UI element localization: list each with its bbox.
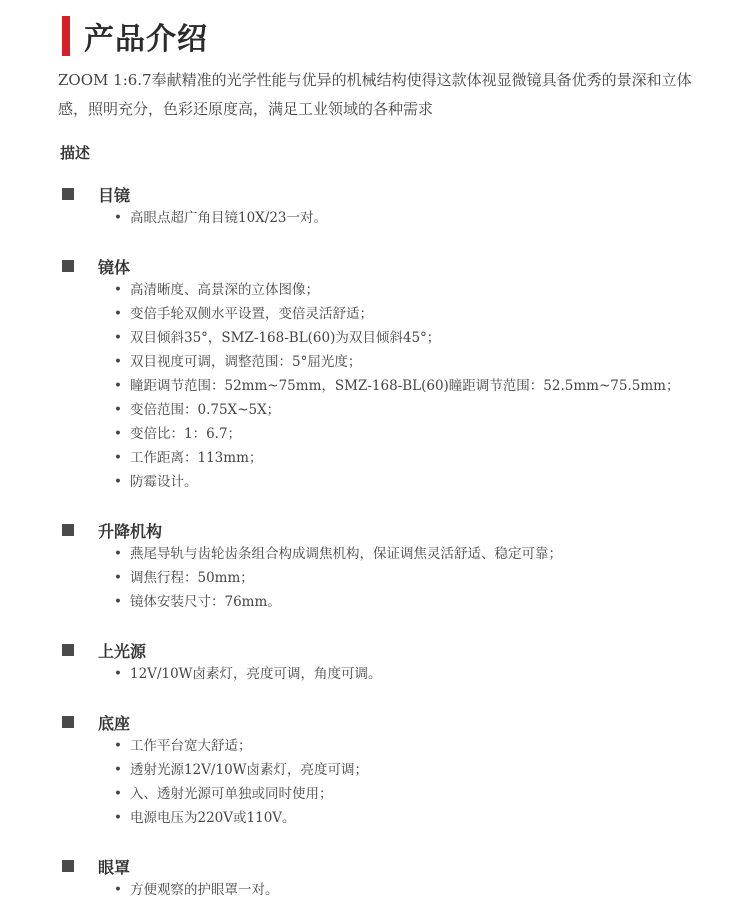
- spec-list: [62, 734, 368, 830]
- spec-item-text: 电源电压为220V或110V。: [130, 810, 296, 826]
- bullet-dot-icon: •: [114, 882, 122, 898]
- spec-item-text: 方便观察的护眼罩一对。: [130, 882, 279, 898]
- spec-item: [62, 878, 279, 902]
- page-title: 产品介绍: [84, 22, 208, 57]
- spec-item: [62, 806, 368, 830]
- spec-item: [62, 470, 679, 494]
- spec-item-text: 防霉设计。: [130, 474, 198, 490]
- spec-list: [62, 662, 382, 686]
- bullet-dot-icon: •: [114, 450, 122, 466]
- spec-section: [62, 638, 382, 686]
- spec-item-text: 工作距离：113mm；: [130, 450, 263, 466]
- bullet-dot-icon: •: [114, 762, 122, 778]
- spec-item: [62, 566, 562, 590]
- bullet-dot-icon: •: [114, 210, 122, 226]
- bullet-dot-icon: •: [114, 738, 122, 754]
- spec-item: [62, 590, 562, 614]
- section-header: [62, 854, 279, 878]
- spec-section: [62, 710, 368, 830]
- bullet-dot-icon: •: [114, 546, 122, 562]
- spec-item-text: 透射光源12V/10W卤素灯，亮度可调；: [130, 762, 369, 778]
- section-title: 升降机构: [98, 521, 163, 541]
- spec-list: [62, 206, 327, 230]
- square-bullet-icon: [62, 260, 74, 272]
- section-title: 目镜: [98, 185, 131, 205]
- square-bullet-icon: [62, 860, 74, 872]
- bullet-dot-icon: •: [114, 378, 122, 394]
- spec-item: [62, 446, 679, 470]
- section-header: [62, 710, 368, 734]
- spec-list: [62, 878, 279, 902]
- description-heading: 描述: [60, 144, 91, 162]
- spec-item-text: 变倍范围：0.75X~5X；: [130, 402, 281, 418]
- section-title: 底座: [98, 713, 131, 733]
- section-title: 上光源: [98, 641, 147, 661]
- spec-item-text: 12V/10W卤素灯，亮度可调，角度可调。: [130, 666, 382, 682]
- spec-item-text: 双目视度可调，调整范围：5°屈光度；: [130, 354, 362, 370]
- square-bullet-icon: [62, 524, 74, 536]
- title-accent-bar: [62, 16, 70, 56]
- spec-section: [62, 182, 327, 230]
- section-header: [62, 182, 327, 206]
- spec-item: [62, 278, 679, 302]
- bullet-dot-icon: •: [114, 594, 122, 610]
- section-header: [62, 638, 382, 662]
- spec-item: [62, 326, 679, 350]
- spec-item-text: 入、透射光源可单独或同时使用；: [130, 786, 333, 802]
- spec-item: [62, 782, 368, 806]
- spec-item-text: 工作平台宽大舒适；: [130, 738, 252, 754]
- spec-list: [62, 542, 562, 614]
- bullet-dot-icon: •: [114, 330, 122, 346]
- spec-section: [62, 518, 562, 614]
- section-header: [62, 518, 562, 542]
- section-header: [62, 254, 679, 278]
- bullet-dot-icon: •: [114, 570, 122, 586]
- bullet-dot-icon: •: [114, 786, 122, 802]
- spec-item-text: 双目倾斜35°，SMZ-168-BL(60)为双目倾斜45°；: [130, 330, 441, 346]
- spec-item-text: 变倍手轮双侧水平设置，变倍灵活舒适；: [130, 306, 373, 322]
- spec-item: [62, 422, 679, 446]
- square-bullet-icon: [62, 716, 74, 728]
- spec-item-text: 高眼点超广角目镜10X/23一对。: [130, 210, 328, 226]
- bullet-dot-icon: •: [114, 810, 122, 826]
- bullet-dot-icon: •: [114, 354, 122, 370]
- spec-item: [62, 734, 368, 758]
- spec-item-text: 镜体安装尺寸：76mm。: [130, 594, 281, 610]
- spec-item: [62, 758, 368, 782]
- spec-item: [62, 542, 562, 566]
- spec-section: [62, 254, 679, 494]
- section-title: 镜体: [98, 257, 131, 277]
- square-bullet-icon: [62, 188, 74, 200]
- spec-item: [62, 398, 679, 422]
- page-header: [62, 14, 208, 58]
- spec-item: [62, 662, 382, 686]
- spec-item-text: 变倍比：1：6.7；: [130, 426, 242, 442]
- spec-item-text: 燕尾导轨与齿轮齿条组合构成调焦机构，保证调焦灵活舒适、稳定可靠；: [130, 546, 562, 562]
- spec-item-text: 高清晰度、高景深的立体图像；: [130, 282, 319, 298]
- square-bullet-icon: [62, 644, 74, 656]
- spec-item: [62, 374, 679, 398]
- section-title: 眼罩: [98, 857, 131, 877]
- spec-list: [62, 278, 679, 494]
- bullet-dot-icon: •: [114, 306, 122, 322]
- spec-item: [62, 302, 679, 326]
- bullet-dot-icon: •: [114, 402, 122, 418]
- bullet-dot-icon: •: [114, 666, 122, 682]
- bullet-dot-icon: •: [114, 282, 122, 298]
- product-intro: ZOOM 1:6.7奉献精准的光学性能与优异的机械结构使得这款体视显微镜具备优秀的景深和立体感，照明充分，色彩还原度高，满足工业领域的各种需求: [58, 71, 692, 118]
- spec-item-text: 调焦行程：50mm；: [130, 570, 254, 586]
- spec-section: [62, 854, 279, 902]
- spec-item: [62, 350, 679, 374]
- spec-item: [62, 206, 327, 230]
- bullet-dot-icon: •: [114, 426, 122, 442]
- spec-item-text: 瞳距调节范围：52mm~75mm，SMZ-168-BL(60)瞳距调节范围：52.5mm~75.5mm；: [130, 378, 680, 394]
- bullet-dot-icon: •: [114, 474, 122, 490]
